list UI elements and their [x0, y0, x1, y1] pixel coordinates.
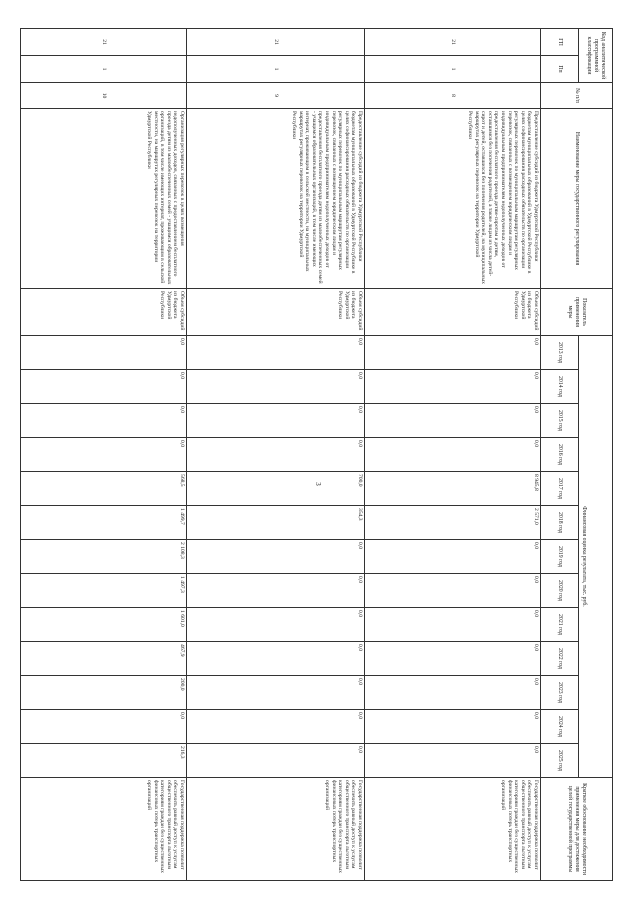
- cell-value: 467,9: [21, 642, 187, 676]
- header-year: 2016 год: [541, 438, 579, 472]
- cell-pp: 1: [21, 56, 187, 83]
- cell-value: 1 601,0: [21, 608, 187, 642]
- header-year: 2024 год: [541, 710, 579, 744]
- cell-value: 0,0: [365, 642, 541, 676]
- cell-value: 0,0: [187, 370, 365, 404]
- cell-value: 2 571,0: [365, 506, 541, 540]
- cell-value: 0,0: [365, 608, 541, 642]
- header-year: 2022 год: [541, 642, 579, 676]
- header-year: 2017 год: [541, 472, 579, 506]
- cell-value: 0,0: [21, 710, 187, 744]
- cell-measure-name: Предоставление субсидий из бюджета Удмуртской Республики бюджетам муниципальных образований в Удмуртской Республике в целях софинансирования расходных обязательств по организации регулярных перевозок по муниципальным маршрутам регулярных перевозок, связанных с возмещением юридическим лицам и индивидуальным предпринимателям недополученных доходов от предоставления бесплатного проезда детям из малообеспеченных семей - учащимся образовательных организаций, в том числе имеющих интернат, проживающим в сельской местности, на муниципальных маршрутах регулярных перевозок на территории Удмуртской Республики: [187, 109, 365, 289]
- cell-measure-name: Организация регулярных перевозок в целях возмещения недополученных доходов, связанных с предоставлением бесплатного проезда детям из малообеспеченных семей - учащимся образовательных организаций, в том числе имеющих интернат, проживающим в сельской местности, на маршрутах регулярных перевозок на территории Удмуртской Республики: [21, 109, 187, 289]
- cell-value: 0,0: [365, 370, 541, 404]
- cell-value: 0,0: [21, 438, 187, 472]
- cell-value: 0,0: [365, 540, 541, 574]
- cell-value: 568,5: [21, 472, 187, 506]
- table-row: [365, 29, 541, 881]
- cell-gp: 21: [21, 29, 187, 56]
- cell-value: 0,0: [187, 710, 365, 744]
- cell-value: 0,0: [187, 744, 365, 778]
- cell-value: 0,0: [21, 404, 187, 438]
- cell-value: 1 499,7: [21, 506, 187, 540]
- cell-indicator: Объем субсидий из бюджета Удмуртской Республики: [21, 289, 187, 336]
- cell-value: 700,0: [187, 472, 365, 506]
- cell-rationale: Государственная поддержка позволит обеспечить равный доступ к услугам общественного транспорта льготным категориям граждан без существенных финансовых потерь транспортных организаций: [187, 778, 365, 881]
- cell-value: 0,0: [365, 710, 541, 744]
- table-row: [21, 29, 187, 881]
- header-finance: Финансовая оценка результата, тыс. руб.: [579, 336, 613, 778]
- cell-value: 354,3: [187, 506, 365, 540]
- header-year: 2021 год: [541, 608, 579, 642]
- cell-value: 2 108,3: [21, 540, 187, 574]
- cell-value: 0,0: [187, 608, 365, 642]
- cell-rationale: Государственная поддержка позволит обеспечить равный доступ к услугам общественного транспорта льготным категориям граждан без существенных финансовых потерь транспортных организаций: [365, 778, 541, 881]
- header-year: 2020 год: [541, 574, 579, 608]
- cell-indicator: Объем субсидий из бюджета Удмуртской Республики: [365, 289, 541, 336]
- cell-pp: 1: [187, 56, 365, 83]
- cell-value: 0,0: [187, 676, 365, 710]
- cell-gp: 21: [365, 29, 541, 56]
- cell-value: 0,0: [21, 336, 187, 370]
- header-rationale: Краткое обоснование необходимости применения меры для достижения целей государственной программы: [541, 778, 613, 881]
- header-year: 2019 год: [541, 540, 579, 574]
- page-number: 3: [314, 482, 322, 486]
- cell-gp: 21: [187, 29, 365, 56]
- header-code: Код аналитической программной классификации: [579, 29, 613, 83]
- measures-table: [20, 28, 613, 881]
- header-year: 2023 год: [541, 676, 579, 710]
- cell-no: 9: [187, 83, 365, 109]
- table-row: [187, 29, 365, 881]
- cell-value: 0,0: [365, 336, 541, 370]
- header-measure-name: Наименование меры государственного регулирования: [541, 109, 613, 289]
- cell-value: 0,0: [365, 676, 541, 710]
- cell-value: 0,0: [187, 540, 365, 574]
- header-indicator: Показатель применения меры: [541, 289, 613, 336]
- cell-no: 10: [21, 83, 187, 109]
- cell-value: 1 497,3: [21, 574, 187, 608]
- cell-value: 0,0: [187, 404, 365, 438]
- header-year: 2013 год: [541, 336, 579, 370]
- header-year: 2015 год: [541, 404, 579, 438]
- header-year: 2018 год: [541, 506, 579, 540]
- cell-value: 0,0: [187, 642, 365, 676]
- cell-value: 0,0: [365, 574, 541, 608]
- cell-value: 8 945,8: [365, 472, 541, 506]
- cell-value: 0,0: [187, 336, 365, 370]
- cell-value: 0,0: [365, 404, 541, 438]
- header-gp: ГП: [541, 29, 579, 56]
- cell-rationale: Государственная поддержка позволит обеспечить равный доступ к услугам общественного транспорта льготным категориям граждан без существенных финансовых потерь транспортных организаций: [21, 778, 187, 881]
- header-pp: Пп: [541, 56, 579, 83]
- header-no: № п/п: [541, 83, 613, 109]
- header-year: 2025 год: [541, 744, 579, 778]
- cell-value: 0,0: [365, 744, 541, 778]
- cell-no: 8: [365, 83, 541, 109]
- cell-value: 0,0: [187, 574, 365, 608]
- cell-indicator: Объем субсидий из бюджета Удмуртской Республики: [187, 289, 365, 336]
- cell-measure-name: Предоставление субсидий из бюджета Удмуртской Республики бюджетам муниципальных образований в Удмуртской Республике в целях софинансирования расходных обязательств по организации регулярных перевозок по муниципальным маршрутам регулярных перевозок, связанных с возмещением юридическим лицам и индивидуальным предпринимателям недополученных доходов от предоставления бесплатного проезда детям-сиротам и детям, оставшимся без попечения родителей, а также лицам из числа детей-сирот и детей, оставшихся без попечения родителей, на муниципальных маршрутах регулярных перевозок на территории Удмуртской Республики: [365, 109, 541, 289]
- cell-value: 0,0: [365, 438, 541, 472]
- cell-value: 200,0: [21, 676, 187, 710]
- cell-pp: 1: [365, 56, 541, 83]
- cell-value: 0,0: [21, 370, 187, 404]
- cell-value: 0,0: [187, 438, 365, 472]
- cell-value: 216,3: [21, 744, 187, 778]
- header-year: 2014 год: [541, 370, 579, 404]
